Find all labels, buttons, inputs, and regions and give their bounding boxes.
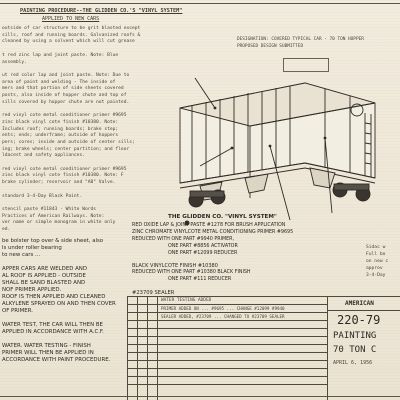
spec-line: standard 3-4-Day Black Paint. bbox=[2, 193, 83, 199]
revision-entry: WATER TESTING ADDED bbox=[161, 298, 212, 303]
handwritten-line: ACCORDANCE WITH PAINT PROCEDURE. bbox=[2, 357, 111, 363]
handwritten-line: PRIMER WILL THEN BE APPLIED IN bbox=[2, 350, 94, 356]
handwritten-line: ALKYLENE SPRAYED ON AND THEN COVER bbox=[2, 301, 116, 307]
tb-rule bbox=[127, 296, 400, 297]
glidden-callout bbox=[128, 188, 294, 308]
callout-title: THE GLIDDEN CO. "VINYL SYSTEM" bbox=[168, 214, 277, 220]
drawing-title-2: 70 TON C bbox=[333, 345, 377, 355]
handwritten-line: NOF PRIMER APPLIED. bbox=[2, 287, 62, 293]
spec-header: PAINTING PROCEDURE--THE GLIDDEN CO.'S "VINYL SYSTEM" bbox=[20, 8, 183, 14]
right-note: approv bbox=[366, 266, 383, 271]
spec-subheader: APPLIED TO NEW CARS bbox=[42, 16, 100, 22]
spec-line: brake cylinder; reservoir and "AB" Valve. bbox=[2, 180, 116, 186]
designation-note: DESIGNATION: COVERED TYPICAL CAR - 70 TON HOPPER bbox=[237, 37, 364, 42]
spec-line: outside of car structure to be grit blasted except bbox=[2, 26, 141, 31]
drawing-number: 220-79 bbox=[337, 313, 381, 327]
callout-line: #23709 SEALER bbox=[132, 290, 175, 296]
handwritten-line: SHALL BE SAND BLASTED AND bbox=[2, 280, 86, 286]
drawing-date: APRIL 6, 1956 bbox=[333, 360, 373, 366]
spec-line: ed. bbox=[2, 227, 11, 232]
spec-line: ents; ends; underframe; outside of hoppers bbox=[2, 133, 119, 139]
spec-line: zinc black vinyl cote finish #10380. Note: bbox=[2, 119, 119, 125]
title-block bbox=[127, 296, 400, 400]
handwritten-line: OF PRIMER. bbox=[2, 308, 33, 314]
callout-line: ONE PART #111 REDUCER bbox=[168, 277, 232, 282]
spec-line: Includes roof; running boards; brake step; bbox=[2, 126, 119, 132]
handwritten-line: APPLIED IN ACCORDANCE WITH A.C.F. bbox=[2, 329, 104, 335]
revision-entry: PRIMER ADDED ON ... #9695 ... CHANGE #12099 #9940 bbox=[161, 306, 285, 311]
spec-line: cleaned by using a solvent which will cut grease bbox=[2, 39, 135, 45]
handwritten-line: ls under roller bearing bbox=[2, 245, 62, 251]
handwritten-line: be bolster top over & side sheet, also bbox=[2, 238, 104, 244]
right-note: Sidac w bbox=[366, 245, 386, 250]
right-note: 3-4-Day bbox=[366, 273, 386, 278]
spec-line: sills covered by hopper chute are not painted. bbox=[2, 99, 130, 105]
spec-line: area of paint and welding - The inside of bbox=[2, 79, 116, 85]
company-name: AMERICAN bbox=[345, 300, 374, 307]
sheet-border-top bbox=[0, 3, 400, 4]
spec-line: ut red color lap and joint paste. Note: Due to bbox=[2, 72, 130, 78]
callout-line: BLACK VINYLCOTE FINISH #10380 bbox=[132, 263, 218, 269]
callout-line: REDUCED WITH ONE PART #10380 BLACK FINISH bbox=[132, 270, 251, 275]
spec-line: red vinyl cote metal conditioner primer #9695 bbox=[2, 166, 127, 172]
spec-line: ldacest and safety appliances. bbox=[2, 153, 85, 159]
callout-line: REDUCED WITH ONE PART #9940 PRIMER, bbox=[132, 237, 235, 242]
handwritten-notes-block bbox=[0, 236, 128, 366]
callout-line: ONE PART #8856 ACTIVATOR bbox=[168, 244, 238, 249]
right-note: on new c bbox=[366, 259, 389, 264]
spec-line: pers; cores; inside and outside of center sills; bbox=[2, 139, 135, 145]
handwritten-line: WATER TEST, THE CAR WILL THEN BE bbox=[2, 322, 103, 328]
callout-line: ZINC CHROMATE VINYLCOTE METAL CONDITIONING PRIMER #9695 bbox=[132, 230, 294, 235]
handwritten-line: ROOF IS THEN APPLIED AND CLEANED bbox=[2, 294, 106, 300]
callout-line: RED OXIDE LAP & JOINT PASTE #1278 FOR BRUSH APPLICATION bbox=[132, 223, 286, 228]
spec-line: stencil paste #11843 - White Words bbox=[2, 206, 97, 212]
drawing-title: PAINTING bbox=[333, 331, 377, 341]
tb-rule bbox=[137, 296, 138, 400]
spec-line: ver name or simple monogram in white only bbox=[2, 220, 116, 226]
designation-note-sub: PROPOSED DESIGN SUBMITTED bbox=[237, 44, 304, 49]
handwritten-line: to new cars ... bbox=[2, 252, 41, 258]
handwritten-line: AL ROOF IS APPLIED - OUTSIDE bbox=[2, 273, 86, 279]
spec-line: ing; brake wheels; center partition; and floor bbox=[2, 146, 130, 152]
spec-line: Practices of American Railways. Note: bbox=[2, 213, 105, 219]
tb-rule bbox=[157, 296, 158, 400]
spec-line: sills, roof and running boards. Galvanized roofs & bbox=[2, 32, 141, 38]
tb-rule bbox=[327, 296, 328, 400]
spec-line: posts, also inside of hopper chute and top of bbox=[2, 93, 127, 98]
spec-line: assembly. bbox=[2, 59, 27, 65]
tb-rule bbox=[327, 310, 400, 311]
callout-line: ONE PART #12099 REDUCER bbox=[168, 251, 238, 256]
spec-line: red vinyl cote metal conditioner primer #9695 bbox=[2, 113, 127, 119]
right-note: Full bo bbox=[366, 252, 386, 257]
spec-line: zinc black vinyl cote finish #10380. Note: F bbox=[2, 173, 124, 179]
handwritten-line: WATER. WATER TESTING - FINISH bbox=[2, 343, 91, 349]
tb-rule bbox=[147, 296, 148, 400]
revision-entry: SEALER ADDED, #23709 ... CHANGED TO #23709 SEALER bbox=[161, 314, 285, 319]
handwritten-line: APPER CARS ARE WELDED AND bbox=[2, 266, 87, 272]
spec-line: t red zinc lap and joint paste. Note: Blue bbox=[2, 52, 119, 58]
spec-line: mers and that portion of side sheets covered bbox=[2, 86, 124, 92]
